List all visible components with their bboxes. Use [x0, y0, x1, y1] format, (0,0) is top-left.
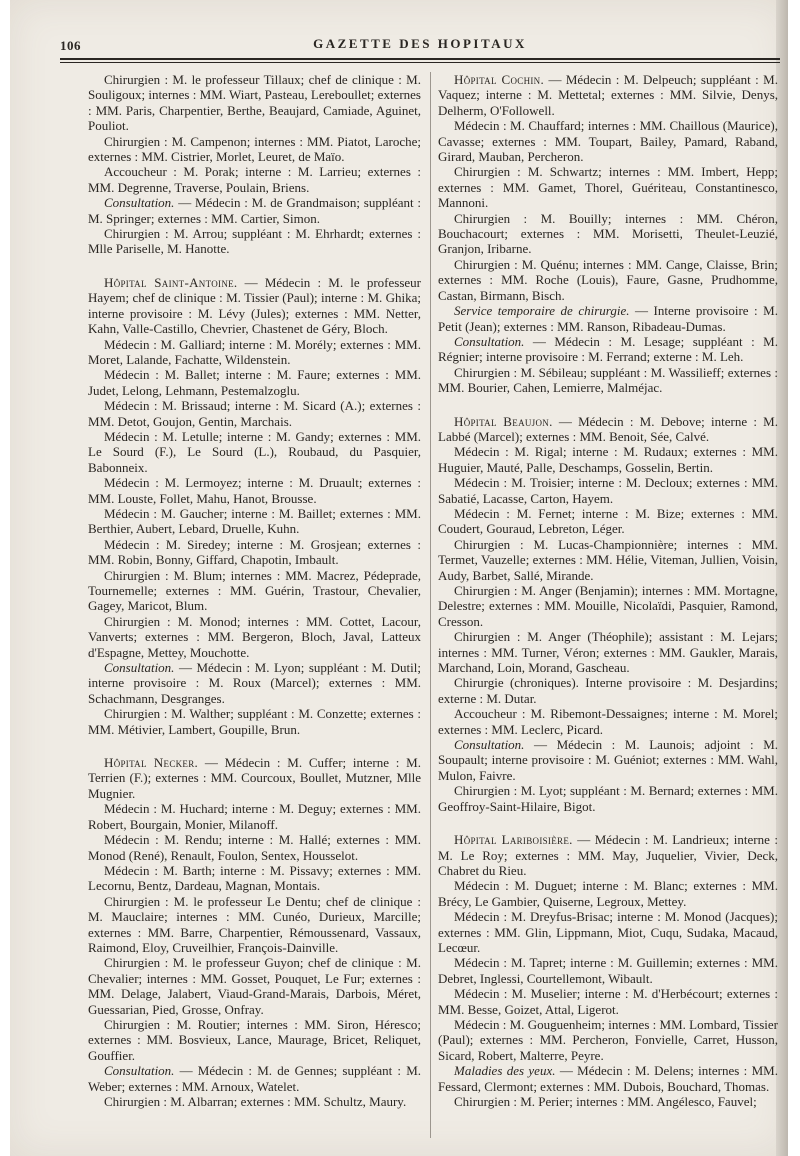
staff-listing-paragraph [438, 164, 778, 210]
staff-listing-paragraph [438, 365, 778, 396]
staff-listing-paragraph [88, 506, 421, 537]
staff-listing-paragraph [438, 118, 778, 164]
staff-listing-paragraph [438, 909, 778, 955]
staff-listing-paragraph [438, 334, 778, 365]
staff-listing-paragraph [88, 660, 421, 706]
paragraph-text: Médecin : M. Muselier; interne : M. d'Herbécourt; externes : MM. Besse, Goizet, Attal, Ligerot. [438, 986, 778, 1017]
paragraph-text: — Médecin : M. Delpeuch; suppléant : M. Vaquez; interne : M. Mettetal; externes : MM. Silvie, Denys, Delherm, O'Followell. [438, 72, 778, 118]
staff-listing-paragraph [88, 367, 421, 398]
service-label: Consultation. [454, 737, 525, 753]
staff-listing-paragraph [88, 1094, 421, 1109]
staff-listing-paragraph [438, 211, 778, 257]
paragraph-text: — Médecin : M. de Grandmaison; suppléant : M. Springer; externes : MM. Cartier, Simon. [88, 195, 421, 226]
paragraph-text: Chirurgien : M. Bouilly; internes : MM. Chéron, Bouchacourt; externes : MM. Morisetti, Theulet-Leuzié, Granjon, Iribarne. [438, 210, 778, 257]
staff-listing-paragraph [88, 72, 421, 134]
service-label: Consultation. [104, 195, 175, 211]
staff-listing-paragraph [88, 337, 421, 368]
paragraph-text: Médecin : M. Barth; interne : M. Pissavy; externes : MM. Lecornu, Bentz, Dardeau, Magnan, Montais. [88, 862, 421, 894]
paragraph-text: Médecin : M. Dreyfus-Brisac; interne : M. Monod (Jacques); externes : MM. Glin, Lippmann, Miot, Cuqu, Sudaka, Macaud, Lecœur. [438, 909, 778, 955]
hospital-name: Hôpital Saint-Antoine. [104, 274, 238, 290]
paragraph-text: Accoucheur : M. Porak; interne : M. Larrieu; externes : MM. Degrenne, Traverse, Poulain, Briens. [88, 164, 421, 195]
hospital-name: Hôpital Necker. [104, 755, 199, 771]
paragraph-text: Médecin : M. Rigal; interne : M. Rudaux; externes : MM. Huguier, Mauté, Palle, Deschamps, Gosselin, Bertin. [438, 444, 778, 475]
staff-listing-paragraph [438, 629, 778, 675]
page-header [60, 32, 780, 56]
staff-listing-paragraph [88, 475, 421, 506]
staff-listing-paragraph [438, 257, 778, 303]
paragraph-text: Chirurgien : M. le professeur Le Dentu; chef de clinique : M. Mauclaire; internes : MM. Cunéo, Durieux, Marcille; externes : MM. Barre, Charpentier, Rémoussenard, Vassaux, Raimond, Eloy, Cruveilhier, François-Dainville. [88, 893, 421, 955]
service-label: Service temporaire de chirurgie. [454, 303, 630, 319]
paragraph-text: Chirurgien : M. le professeur Guyon; chef de clinique : M. Chevalier; internes : MM. Gosset, Pouquet, Le Fur; externes : MM. Delage, Jalabert, Viaud-Grand-Marais, Darbois, Méret, Guessarian, Pied, Grosse, Onfray. [88, 955, 421, 1017]
paragraph-text: Médecin : M. Tapret; interne : M. Guillemin; externes : MM. Debret, Inglessi, Courtellemont, Wibault. [438, 955, 778, 986]
staff-listing-paragraph [438, 506, 778, 537]
hospital-section-heading [438, 414, 778, 445]
service-label: Maladies des yeux. [454, 1063, 556, 1079]
staff-listing-paragraph [438, 444, 778, 475]
paragraph-text: Chirurgien : M. Anger (Benjamin); internes : MM. Mortagne, Delestre; externes : MM. Mouille, Nicolaïdi, Pasquier, Ramond, Cresson. [438, 583, 778, 629]
hospital-section-heading [88, 275, 421, 337]
staff-listing-paragraph [438, 537, 778, 583]
paragraph-text: — Médecin : M. Launois; adjoint : M. Soupault; interne provisoire : M. Guéniot; externes : MM. Wahl, Mulon, Faivre. [438, 737, 778, 783]
paragraph-text: Médecin : M. Gouguenheim; internes : MM. Lombard, Tissier (Paul); externes : MM. Percheron, Fonvielle, Carret, Husson, Sicard, Robert, Malterre, Peyre. [438, 1016, 778, 1063]
staff-listing-paragraph [88, 1063, 421, 1094]
paragraph-text: Chirurgien : M. Campenon; internes : MM. Piatot, Laroche; externes : MM. Cistrier, Morlet, Leuret, de Maïo. [88, 133, 421, 165]
paragraph-text: Chirurgien : M. le professeur Tillaux; chef de clinique : M. Souligoux; internes : MM. Wiart, Pasteau, Lereboullet; externes : MM. Paris, Charpentier, Berthe, Beaujard, Camiade, Aguinet, Pouliot. [88, 72, 421, 134]
header-rule-thin [60, 62, 780, 63]
paragraph-text: Médecin : M. Troisier; interne : M. Decloux; externes : MM. Sabatié, Lacasse, Carton, Hayem. [438, 475, 778, 506]
service-label: Consultation. [104, 1063, 175, 1079]
hospital-name: Hôpital Cochin. [454, 72, 545, 87]
staff-listing-paragraph [88, 134, 421, 165]
paragraph-text: Médecin : M. Chauffard; internes : MM. Chaillous (Maurice), Cavasse; externes : MM. Toupart, Bailey, Pamard, Raband, Girard, Mauban, Percheron. [438, 118, 778, 165]
staff-listing-paragraph [88, 537, 421, 568]
paragraph-text: Chirurgien : M. Walther; suppléant : M. Conzette; externes : MM. Métivier, Lambert, Goupille, Brun. [88, 706, 421, 737]
paragraph-text: Médecin : M. Fernet; interne : M. Bize; externes : MM. Coudert, Gouraud, Lebreton, Léger. [438, 505, 778, 537]
paragraph-text: — Médecin : M. Lyon; suppléant : M. Dutil; interne provisoire : M. Roux (Marcel); externes : MM. Schachmann, Desgranges. [88, 660, 421, 706]
left-column [88, 72, 421, 1109]
staff-listing-paragraph [438, 955, 778, 986]
staff-listing-paragraph [88, 1017, 421, 1063]
paragraph-text: Médecin : M. Huchard; interne : M. Deguy; externes : MM. Robert, Bourgain, Monier, Milanoff. [88, 801, 421, 832]
paragraph-text: Chirurgien : M. Perier; internes : MM. Angélesco, Fauvel; [454, 1094, 757, 1109]
staff-listing-paragraph [88, 955, 421, 1017]
staff-listing-paragraph [88, 832, 421, 863]
paragraph-text: Médecin : M. Rendu; interne : M. Hallé; externes : MM. Monod (René), Renault, Foulon, Sentex, Housselot. [88, 832, 421, 863]
paragraph-text: — Médecin : M. Lesage; suppléant : M. Régnier; interne provisoire : M. Ferrand; externe : M. Leh. [438, 333, 778, 365]
paragraph-text: Médecin : M. Brissaud; interne : M. Sicard (A.); externes : MM. Detot, Goujon, Gentin, Marchais. [88, 398, 421, 429]
service-label: Consultation. [454, 333, 525, 349]
paragraph-text: Chirurgien : M. Lyot; suppléant : M. Bernard; externes : MM. Geoffroy-Saint-Hilaire, Bigot. [438, 783, 778, 814]
staff-listing-paragraph [438, 303, 778, 334]
hospital-section-heading [438, 832, 778, 878]
staff-listing-paragraph [88, 706, 421, 737]
hospital-section-heading [88, 755, 421, 801]
journal-title: GAZETTE DES HOPITAUX [313, 36, 527, 51]
paragraph-text: Médecin : M. Duguet; interne : M. Blanc; externes : MM. Brécy, Le Gambier, Quiserne, Legroux, Mettey. [438, 878, 778, 909]
column-divider [430, 72, 431, 1138]
paragraph-text: Médecin : M. Galliard; interne : M. Morély; externes : MM. Moret, Lalande, Fachatte, Wildenstein. [88, 336, 421, 367]
staff-listing-paragraph [438, 986, 778, 1017]
staff-listing-paragraph [88, 398, 421, 429]
paragraph-text: Chirurgien : M. Albarran; externes : MM. Schultz, Maury. [104, 1094, 407, 1109]
paragraph-text: Médecin : M. Gaucher; interne : M. Baillet; externes : MM. Berthier, Aubert, Lebard, Druelle, Kuhn. [88, 505, 421, 537]
staff-listing-paragraph [88, 226, 421, 257]
paragraph-text: Chirurgien : M. Monod; internes : MM. Cottet, Lacour, Vanverts; externes : MM. Bergeron, Bloch, Javal, Latteux d'Espagne, Mettey, Mouchotte. [88, 613, 421, 660]
staff-listing-paragraph [438, 1063, 778, 1094]
paragraph-text: Médecin : M. Ballet; interne : M. Faure; externes : MM. Judet, Lelong, Lehmann, Pestemalzoglu. [88, 367, 421, 398]
staff-listing-paragraph [438, 783, 778, 814]
paragraph-text: Chirurgien : M. Blum; internes : MM. Macrez, Pédeprade, Tournemelle; externes : MM. Guérin, Trastour, Chevalier, Gagey, Maricot, Blum. [88, 567, 421, 614]
staff-listing-paragraph [88, 164, 421, 195]
paragraph-text: Médecin : M. Siredey; interne : M. Grosjean; externes : MM. Robin, Bonny, Giffard, Chapotin, Imbault. [88, 536, 421, 568]
paragraph-text: Accoucheur : M. Ribemont-Dessaignes; interne : M. Morel; externes : MM. Leclerc, Picard. [438, 706, 778, 737]
staff-listing-paragraph [438, 706, 778, 737]
paragraph-text: Chirurgien : M. Schwartz; internes : MM. Imbert, Hepp; externes : MM. Gamet, Thorel, Guériteau, Constantinesco, Mannoni. [438, 164, 778, 211]
staff-listing-paragraph [438, 1017, 778, 1063]
right-column [438, 72, 778, 1109]
hospital-section-heading [438, 72, 778, 118]
paragraph-text: Chirurgien : M. Routier; internes : MM. Siron, Héresco; externes : MM. Bosvieux, Lance, Maurage, Bricet, Reliquet, Gouffier. [88, 1016, 421, 1063]
paragraph-text: Chirurgien : M. Anger (Théophile); assistant : M. Lejars; internes : MM. Turner, Véron; externes : MM. Gaukler, Marais, Marchand, Loin, Morand, Gascheau. [438, 629, 778, 676]
staff-listing-paragraph [438, 878, 778, 909]
hospital-name: Hôpital Beaujon. [454, 413, 553, 429]
page-number: 106 [60, 38, 81, 53]
paragraph-text: — Médecin : M. Debove; interne : M. Labbé (Marcel); externes : MM. Benoit, Sée, Calvé. [438, 413, 778, 444]
paragraph-text: Chirurgien : M. Lucas-Championnière; internes : MM. Termet, Vauzelle; externes : MM. Hélie, Viteman, Jullien, Voisin, Audy, Barbet, Sallé, Mirande. [438, 536, 778, 583]
paragraph-text: — Médecin : M. de Gennes; suppléant : M. Weber; externes : MM. Arnoux, Watelet. [88, 1063, 421, 1094]
staff-listing-paragraph [88, 863, 421, 894]
staff-listing-paragraph [438, 583, 778, 629]
service-label: Consultation. [104, 660, 175, 676]
paragraph-text: Chirurgien : M. Quénu; internes : MM. Cange, Claisse, Brin; externes : MM. Roche (Louis), Faure, Gasne, Prudhomme, Castan, Birmann, Bisch. [438, 256, 778, 303]
staff-listing-paragraph [88, 195, 421, 226]
hospital-name: Hôpital Lariboisière. [454, 832, 573, 848]
paragraph-text: — Interne provisoire : M. Petit (Jean); externes : MM. Ranson, Ribadeau-Dumas. [438, 303, 778, 334]
paragraph-text: Chirurgie (chroniques). Interne provisoire : M. Desjardins; externe : M. Dutar. [438, 675, 778, 706]
staff-listing-paragraph [88, 894, 421, 956]
paragraph-text: — Médecin : M. Landrieux; interne : M. Le Roy; externes : MM. May, Juquelier, Vivier, Deck, Chabret du Rieu. [438, 832, 779, 878]
staff-listing-paragraph [438, 1094, 778, 1109]
paragraph-text: Médecin : M. Letulle; interne : M. Gandy; externes : MM. Le Sourd (F.), Le Sourd (L.), Roubaud, du Pasquier, Babonneix. [88, 428, 421, 475]
staff-listing-paragraph [88, 614, 421, 660]
staff-listing-paragraph [438, 475, 778, 506]
staff-listing-paragraph [438, 675, 778, 706]
header-rule-thick [60, 58, 780, 60]
staff-listing-paragraph [88, 429, 421, 475]
staff-listing-paragraph [88, 568, 421, 614]
staff-listing-paragraph [438, 737, 778, 783]
paragraph-text: Médecin : M. Lermoyez; interne : M. Druault; externes : MM. Louste, Follet, Mahu, Hanot, Brousse. [88, 475, 421, 506]
paragraph-text: Chirurgien : M. Sébileau; suppléant : M. Wassilieff; externes : MM. Bourier, Cahen, Lemierre, Malméjac. [438, 364, 778, 396]
staff-listing-paragraph [88, 801, 421, 832]
paragraph-text: — Médecin : M. le professeur Hayem; chef de clinique : M. Tissier (Paul); interne : M. Ghika; interne provisoire : M. Lévy (Jules); externes : MM. Netter, Kahn, Valle-Castillo, Chevrier, Chastenet de Géry, Bloch. [88, 274, 421, 337]
paragraph-text: Chirurgien : M. Arrou; suppléant : M. Ehrhardt; externes : Mlle Pariselle, M. Hanotte. [88, 226, 421, 257]
paragraph-text: — Médecin : M. Delens; internes : MM. Fessard, Clermont; externes : MM. Dubois, Bouchard, Thomas. [438, 1063, 778, 1094]
paragraph-text: — Médecin : M. Cuffer; interne : M. Terrien (F.); externes : MM. Courcoux, Boullet, Mutzner, Mlle Mugnier. [88, 755, 421, 801]
